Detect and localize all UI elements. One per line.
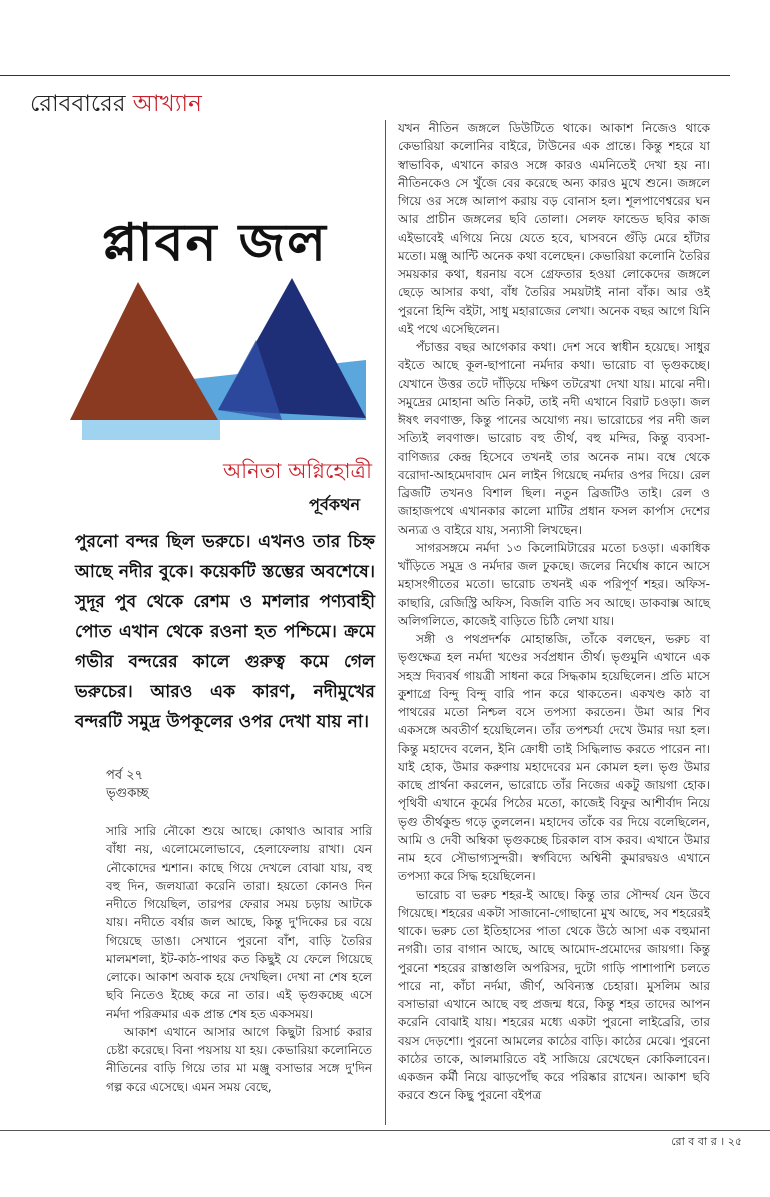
left-column <box>106 822 372 1096</box>
body-paragraph: যখন নীতিন জঙ্গলে ডিউটিতে থাকে। আকাশ নিজেও থাকে কেভারিয়া কলোনির বাইরে, টাউনের এক প্রান্তে। কিন্তু শহরে যা স্বাভাবিক, এখানে কারও সঙ্গে কারও এমনিতেই দেখা হয় না। নীতিনকেও সে খুঁজে বের করেছে অন্য কারও মুখে শুনে। জঙ্গলে গিয়ে ওর সঙ্গে আলাপ করায় বড় বোনাস হল। শূলপাণেশ্বরের ঘন আর প্রাচীন জঙ্গলের ছবি তোলা। সেলফ ফান্ডেড ছবির কাজ এইভাবেই এগিয়ে নিয়ে যেতে হবে, ঘাসবনে গুঁড়ি মেরে হাঁটার মতো। মঞ্জু আন্টি অনেক কথা বলেছেন। কেভারিয়া কলোনি তৈরির সময়কার কথা, ধরনায় বসে গ্রেফতার হওয়া লোকেদের জঙ্গলে ছেড়ে আসার কথা, বাঁধ তৈরির সময়টাই নানা বাঁক। আর ওই পুরনো হিন্দি বইটা, সাধু মহারাজের লেখা। অনেক বছর আগে যিনি এই পথে এসেছিলেন। <box>398 121 710 336</box>
author-name: অনিতা অগ্নিহোত্রী <box>222 459 372 483</box>
section-header <box>30 85 202 124</box>
column-divider <box>385 120 386 1125</box>
body-paragraph: পঁচাত্তর বছর আগেকার কথা। দেশ সবে স্বাধীন হয়েছে। সাধুর বইতে আছে কূল-ছাপানো নর্মদার কথা। ভারোচ বা ভৃগুকচ্ছে। যেখানে উত্তর তটে দাঁড়িয়ে দক্ষিণ তটরেখা দেখা যায়। মাঝে নদী। সমুদ্রের মোহানা অতি নিকট, তাই নদী এখানে বিরাট চওড়া। জল ঈষৎ লবণাক্ত, কিন্তু পানের অযোগ্য নয়। ভারোচের পর নদী জল সত্যিই লবণাক্ত। ভারোচ বহু তীর্থ, বহু মন্দির, কিন্তু ব্যবসা-বাণিজ্যর কেন্দ্র হিসেবে তখনই তার অনেক নাম। বম্বে থেকে বরোদা-আহমেদাবাদ মেন লাইন গিয়েছে নর্মদার ওপর দিয়ে। রেল ব্রিজটি তখনও বিশাল ছিল। নতুন ব্রিজটিও তাই। রেল ও জাহাজপথে এখানকার কালো মাটির প্রধান ফসল কার্পাস দেশের অন্যত্র ও বাইরে যায়, সন্যাসী লিখছেন। <box>398 340 710 537</box>
title-illustration <box>70 270 370 445</box>
intro-paragraph: পুরনো বন্দর ছিল ভরুচে। এখনও তার চিহ্ন আছে নদীর বুকে। কয়েকটি স্তম্ভের অবশেষে। সুদূর পুব থেকে রেশম ও মশলার পণ্যবাহী পোত এখান থেকে রওনা হত পশ্চিমে। ক্রমে গভীর বন্দরের কালে গুরুত্ব কমে গেল ভরুচের। আরও এক কারণ, নদীমুখের বন্দরটি সমুদ্র উপকূলের ওপর দেখা যায় না। <box>75 532 375 732</box>
top-rule <box>0 75 730 76</box>
section-pre-title: পূর্বকথন <box>309 495 360 514</box>
body-paragraph: সারি সারি নৌকো শুয়ে আছে। কোথাও আবার সারি বাঁধা নয়, এলোমেলোভাবে, হেলাফেলায় রাখা। যেন নৌকোদের শ্মশান। কাছে গিয়ে দেখলে বোঝা যায়, বহু বহু দিন, জলযাত্রা করেনি তারা। হয়তো কোনও দিন নদীতে গিয়েছিল, তারপর ফেরার সময় চড়ায় আটকে যায়। নদীতে বর্ষার জল আছে, কিন্তু দু'দিকের চর বয়ে গিয়েছে ডাঙা। সেখানে পুরনো বাঁশ, বাড়ি তৈরির মালমশলা, ইট-কাঠ-পাথর কত কিছুই যে ফেলে গিয়েছে লোকে। আকাশ অবাক হয়ে দেখছিল। দেখা না শেষ হলে ছবি নিতেও ইচ্ছে করে না তার। এই ভৃগুকচ্ছে এসে নর্মদা পরিক্রমার এক প্রান্ত শেষ হত একসময়। <box>106 824 372 1021</box>
body-paragraph: সাগরসঙ্গমে নর্মদা ১৩ কিলোমিটারের মতো চওড়া। একাধিক খাঁড়িতে সমুদ্র ও নর্মদার জল ঢুকছে। জলের নির্ঘোষ কানে আসে মহাসংগীতের মতো। ভারোচ তখনই এক পরিপূর্ণ শহর। অফিস-কাছারি, রেজিস্ট্রি অফিস, বিজলি বাতি সব আছে। ডাকবাক্স আছে অলিগলিতে, কাজেই বাড়িতে চিঠি লেখা যায়। <box>398 540 710 628</box>
episode-name: ভৃগুকচ্ছ <box>106 786 149 801</box>
section-header-part2: আখ্যান <box>132 91 202 117</box>
story-title: প্লাবন জল <box>102 213 328 273</box>
bottom-rule <box>0 1130 770 1131</box>
section-header-part1: রোববারের <box>30 91 126 117</box>
right-column <box>398 119 710 1105</box>
illustration-triangle-left <box>70 282 218 420</box>
body-paragraph: সঙ্গী ও পথপ্রদর্শক মোহান্তজি, তাঁকে বলছেন, ভরুচ বা ভৃগুক্ষেত্র হল নর্মদা খণ্ডের সর্বপ্রধান তীর্থ। ভৃগুমুনি এখানে এক সহস্র দিব্যবর্ষ গায়ত্রী সাধনা করে সিদ্ধকাম হয়েছিলেন। প্রতি মাসে কুশাগ্রে বিন্দু বিন্দু বারি পান করে থাকতেন। একখণ্ড কাঠ বা পাথরের মতো নিশ্চল বসে তপস্যা করতেন। উমা আর শিব একসঙ্গে অবতীর্ণ হয়েছিলেন। তাঁর তপশ্চর্যা দেখে উমার দয়া হল। কিন্তু মহাদেব বলেন, ইনি ক্রোধী তাই সিদ্ধিলাভ করতে পারেন না। যাই হোক, উমার করুণায় মহাদেবের মন কোমল হল। ভৃগু উমার কাছে প্রার্থনা করলেন, ভারোচে তাঁর নিজের একটু জায়গা হোক। পৃথিবী এখানে কূর্মের পিঠের মতো, কাজেই বিফুর আশীর্বাদ নিয়ে ভৃগু তীর্থকুন্ড গড়ে তুললেন। মহাদেব তাঁকে বর দিয়ে বলেছিলেন, আমি ও দেবী অম্বিকা ভৃগুকচ্ছে চিরকাল বাস করব। এখানে উমার নাম হবে সৌভাগ্যসুন্দরী। স্বর্গবিদ্যে অশ্বিনী কুমারদ্বয়ও এখানে তপস্যা করে সিদ্ধ হয়েছিলেন। <box>398 632 710 884</box>
body-paragraph: আকাশ এখানে আসার আগে কিছুটা রিসার্চ করার চেষ্টা করেছে। বিনা পয়সায় যা হয়। কেভারিয়া কলোনিতে নীতিনের বাড়ি গিয়ে তার মা মঞ্জু বসাভার সঙ্গে দু'দিন গল্প করে এসেছে। এমন সময় বেছে, <box>106 1024 372 1094</box>
body-paragraph: ভারোচ বা ভরুচ শহর-ই আছে। কিন্তু তার সৌন্দর্য যেন উবে গিয়েছে। শহরের একটা সাজানো-গোছানো মুখ আছে, সব শহরেরই থাকে। ভরুচ তো ইতিহাসের পাতা থেকে উঠে আসা এক বহুমানা নগরী। তার বাগান আছে, আছে আমোদ-প্রমোদের জায়গা। কিন্তু পুরনো শহরের রাস্তাগুলি অপরিসর, দুটো গাড়ি পাশাপাশি চলতে পারে না, কাঁচা নর্দমা, জীর্ণ, অবিন্যস্ত চেহারা। মুসলিম আর বসাভারা এখানে আছে বহু প্রজন্ম ধরে, কিন্তু শহর তাদের আপন করেনি বোঝাই যায়। শহরের মধ্যে একটা পুরনো লাইব্রেরি, তার বয়স দেড়শো। পুরনো আমলের কাঠের বাড়ি। কাঠের মেঝে। পুরনো কাঠের তাকে, আলমারিতে বই সাজিয়ে রেখেছেন কোকিলাবেন। একজন কর্মী নিয়ে ঝাড়পোঁছ করে পরিষ্কার রাখেন। আকাশ ছবি করবে শুনে কিছু পুরনো বইপত্র <box>398 887 710 1103</box>
episode-label <box>106 767 149 803</box>
episode-number: পর্ব ২৭ <box>106 768 144 783</box>
page-folio: রো ব বা র । ২৫ <box>671 1135 742 1148</box>
